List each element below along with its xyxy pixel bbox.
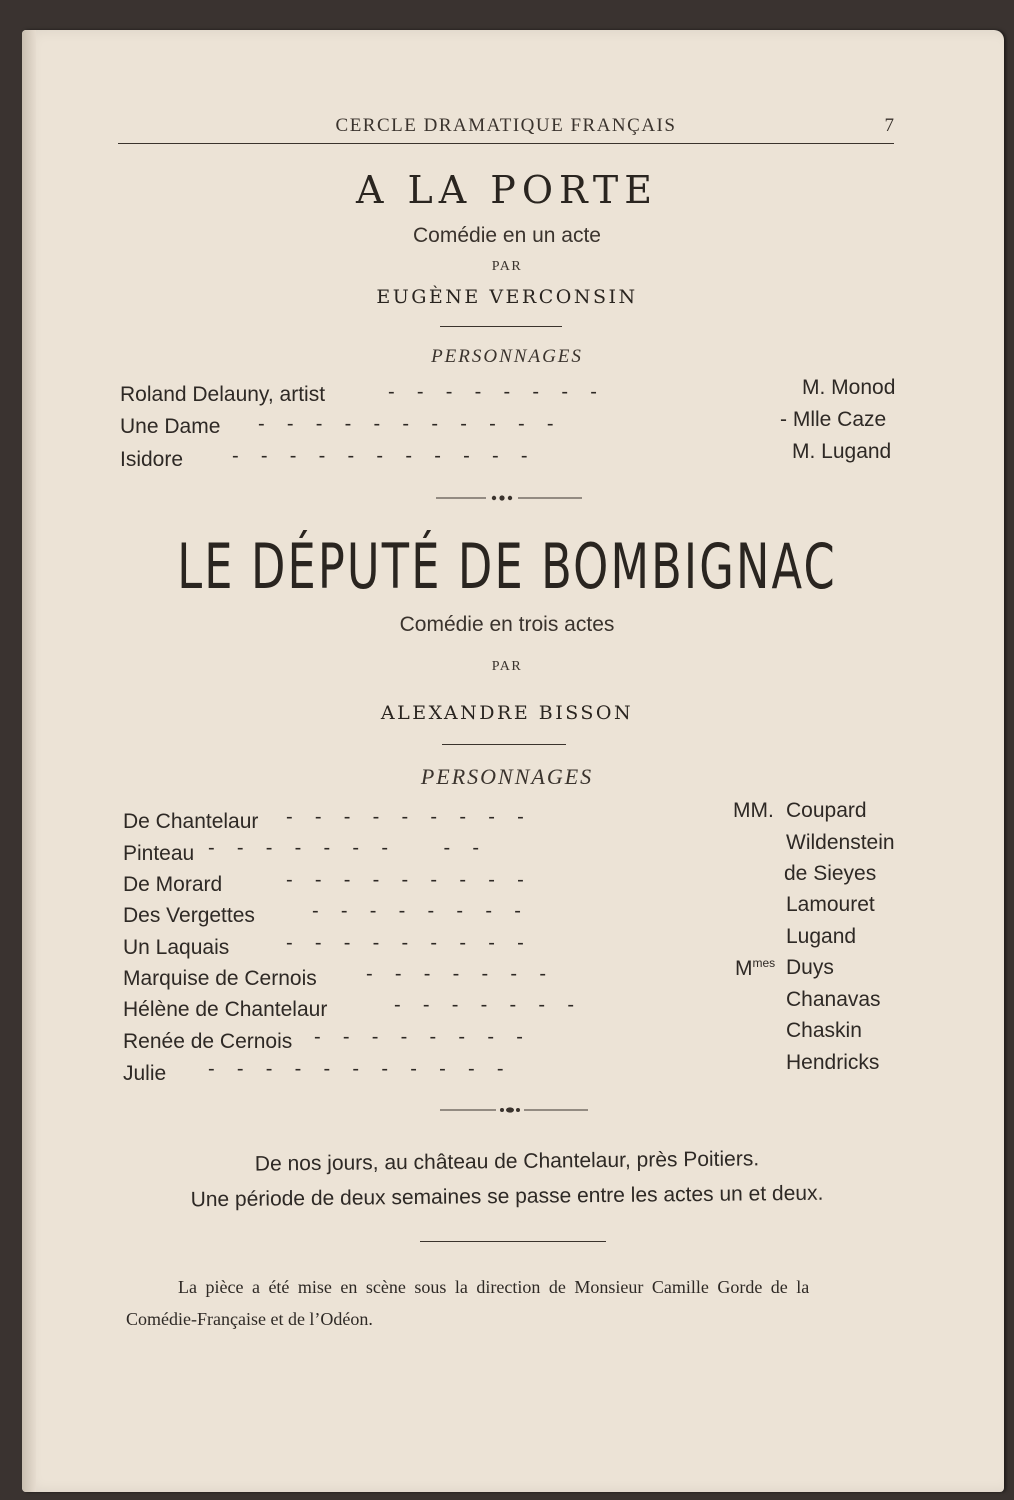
divider-rule bbox=[442, 744, 566, 745]
divider-rule bbox=[420, 1241, 606, 1242]
play2-leader-3: - - - - - - - - - bbox=[286, 869, 524, 891]
interval-note: Une période de deux semaines se passe entre les actes un et deux. bbox=[190, 1181, 824, 1212]
running-title: CERCLE DRAMATIQUE FRANÇAIS bbox=[335, 115, 677, 136]
play2-leader-9: - - - - - - - - - - - bbox=[208, 1058, 504, 1080]
play2-role-5: Un Laquais bbox=[123, 936, 230, 959]
play2-actor-prefix-1: MM. bbox=[733, 799, 774, 822]
play1-actor-3: M. Lugand bbox=[792, 440, 892, 463]
direction-line-2: Comédie-Française et de l’Odéon. bbox=[126, 1309, 373, 1329]
setting-note: De nos jours, au château de Chantelaur, près Poitiers. bbox=[254, 1147, 760, 1176]
play2-actor-6: Duys bbox=[786, 956, 834, 979]
play2-leader-2: - - - - - - - - - bbox=[208, 837, 480, 859]
play2-actor-4: Lamouret bbox=[786, 893, 875, 916]
play1-role-3: Isidore bbox=[120, 448, 184, 471]
play2-personnages-label: PERSONNAGES bbox=[420, 764, 594, 789]
divider-rule bbox=[440, 326, 562, 327]
play2-actor-5: Lugand bbox=[786, 925, 857, 948]
prefix-m: M bbox=[735, 957, 753, 980]
prefix-sup: mes bbox=[752, 956, 776, 970]
play2-role-2: Pinteau bbox=[123, 842, 195, 865]
play1-actor-2: - Mlle Caze bbox=[780, 408, 887, 431]
play2-subtitle: Comédie en trois actes bbox=[399, 613, 615, 636]
running-head bbox=[118, 115, 894, 144]
play1-personnages-label: PERSONNAGES bbox=[431, 346, 583, 367]
play2-actor-3: de Sieyes bbox=[784, 862, 877, 885]
play1-title: A LA PORTE bbox=[355, 168, 659, 212]
play2-role-7: Hélène de Chantelaur bbox=[123, 998, 328, 1021]
play2-actor-7: Chanavas bbox=[786, 988, 881, 1011]
play1-author: EUGÈNE VERCONSIN bbox=[376, 286, 638, 308]
play2-leader-5: - - - - - - - - - bbox=[286, 932, 524, 954]
play2-role-1: De Chantelaur bbox=[123, 810, 259, 833]
play2-role-4: Des Vergettes bbox=[123, 904, 255, 927]
play2-leader-8: - - - - - - - - bbox=[314, 1026, 523, 1048]
play2-leader-7: - - - - - - - bbox=[394, 994, 574, 1016]
play2-role-6: Marquise de Cernois bbox=[123, 967, 317, 990]
play2-author: ALEXANDRE BISSON bbox=[380, 702, 634, 724]
play1-role-1: Roland Delauny, artist bbox=[120, 383, 326, 406]
play2-role-3: De Morard bbox=[123, 873, 223, 896]
play1-role-2: Une Dame bbox=[120, 415, 221, 438]
play1-actor-1: M. Monod bbox=[802, 376, 896, 399]
ornament-divider bbox=[436, 492, 582, 504]
play2-role-8: Renée de Cernois bbox=[123, 1030, 293, 1053]
play2-leader-4: - - - - - - - - bbox=[312, 900, 521, 922]
play2-leader-1: - - - - - - - - - bbox=[286, 806, 524, 828]
ornament-divider bbox=[440, 1104, 588, 1116]
play1-leader-3: - - - - - - - - - - - bbox=[232, 445, 528, 467]
direction-line-1: La pièce a été mise en scène sous la direction de Monsieur Camille Gorde de la bbox=[178, 1277, 810, 1297]
play2-par: PAR bbox=[491, 659, 523, 674]
play1-par: PAR bbox=[491, 259, 523, 274]
play1-leader-1: - - - - - - - - bbox=[388, 381, 597, 403]
play2-actor-2: Wildenstein bbox=[786, 831, 895, 854]
page-number: 7 bbox=[884, 115, 894, 136]
play2-actor-9: Hendricks bbox=[786, 1051, 880, 1074]
play2-leader-6: - - - - - - - bbox=[366, 963, 546, 985]
play2-role-9: Julie bbox=[123, 1062, 167, 1085]
play1-subtitle: Comédie en un acte bbox=[413, 224, 601, 247]
play2-title: LE DÉPUTÉ DE BOMBIGNAC bbox=[177, 530, 837, 603]
direction-note bbox=[126, 1271, 906, 1335]
play2-actor-1: Coupard bbox=[786, 799, 867, 822]
play2-actor-8: Chaskin bbox=[786, 1019, 862, 1042]
play1-leader-2: - - - - - - - - - - - bbox=[258, 413, 554, 435]
play2-actor-prefix-6 bbox=[735, 956, 775, 981]
page-spine bbox=[22, 30, 36, 1492]
